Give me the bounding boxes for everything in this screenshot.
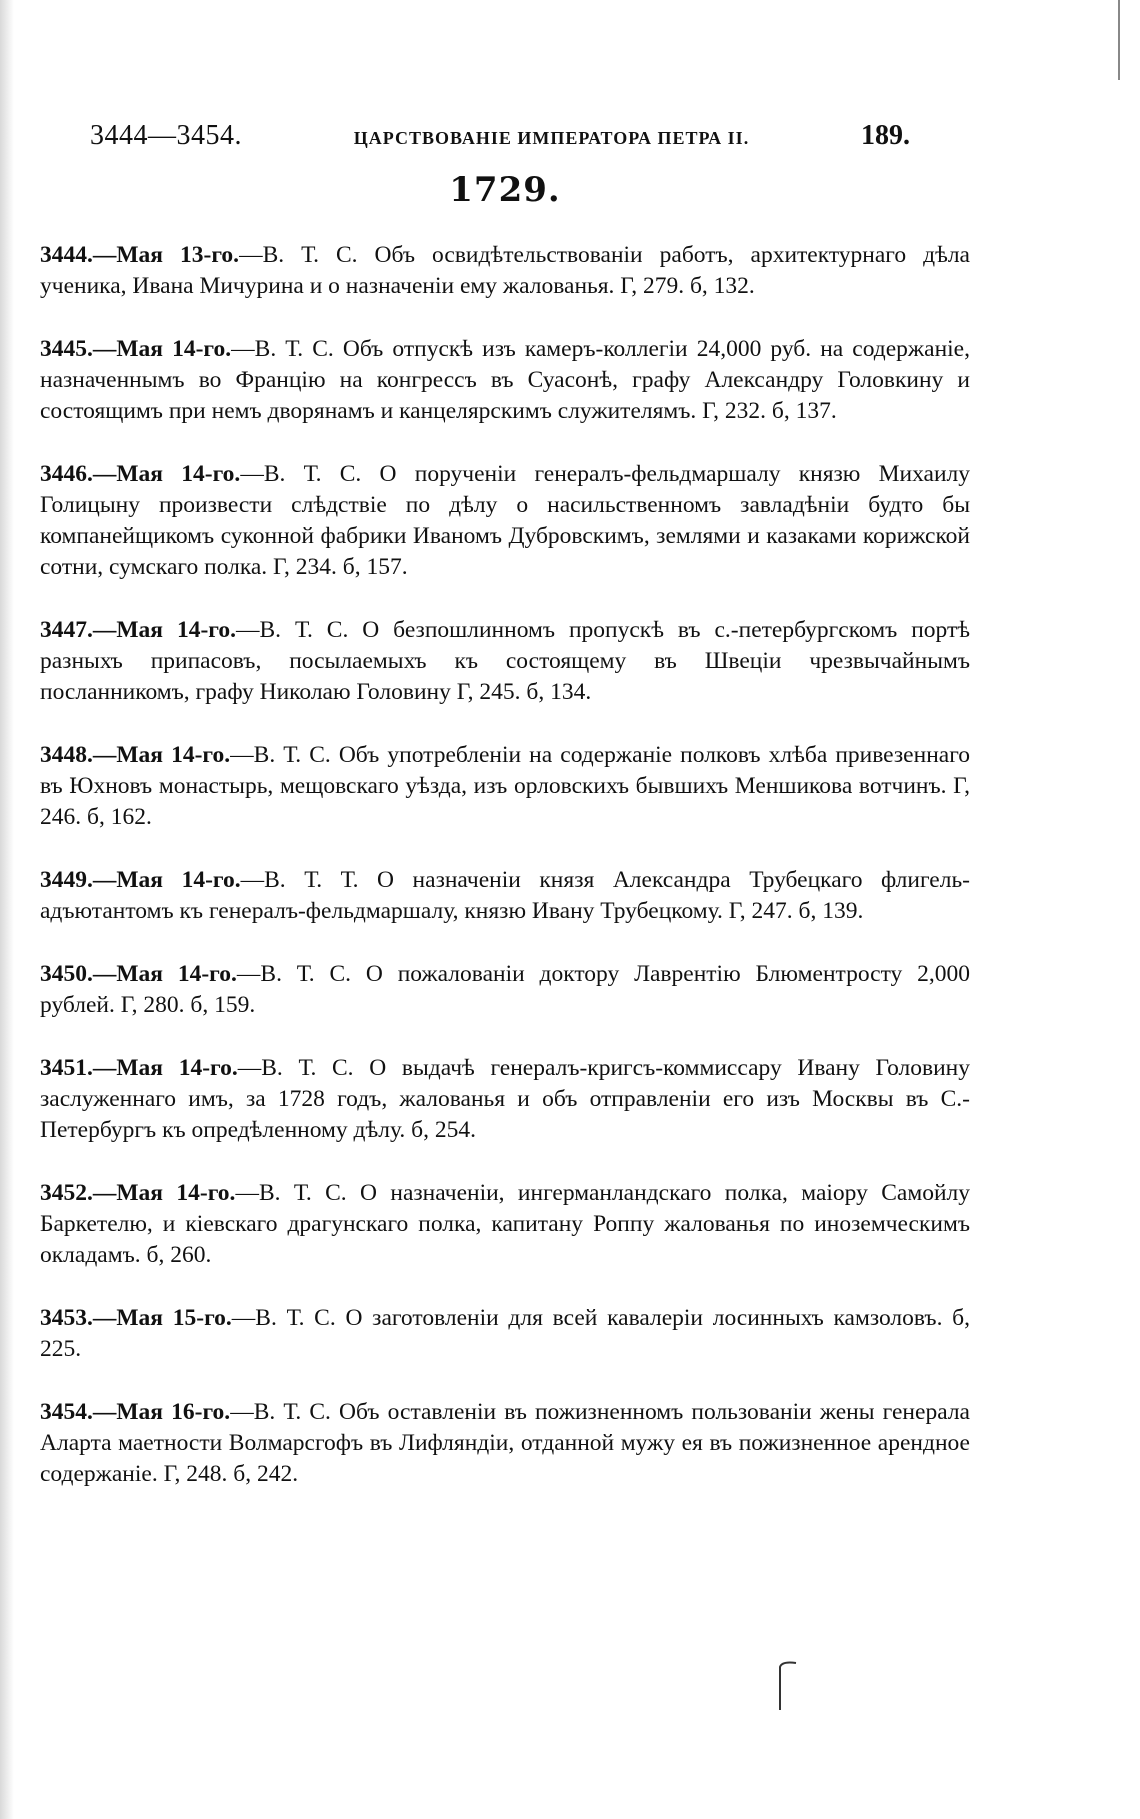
entry-number: 3447. xyxy=(40,617,93,643)
entry xyxy=(40,459,970,583)
entry xyxy=(40,1053,970,1146)
entry-date: —Мая 14-го. xyxy=(92,1180,236,1206)
entry xyxy=(40,740,970,833)
running-head xyxy=(40,120,970,152)
entry-number: 3450. xyxy=(40,961,93,987)
entry-number: 3446. xyxy=(40,461,93,487)
entry-text: —В. Т. С. Объ отпускѣ изъ камеръ-коллегіи 24,000 руб. на содержаніе, назначеннымъ во Францію на конгрессъ въ Суасонѣ, графу Александру Головкину и состоящимъ при немъ дворянамъ и канцелярскимъ служителямъ. Г, 232. б, 137. xyxy=(40,336,970,424)
entry-date: —Мая 14-го. xyxy=(92,742,231,768)
entry-date: —Мая 13-го. xyxy=(92,242,240,268)
scan-edge-line xyxy=(1118,0,1120,80)
entry-date: —Мая 15-го. xyxy=(92,1305,232,1331)
page-number: 189. xyxy=(860,120,910,151)
entry-date: —Мая 14-го. xyxy=(92,461,241,487)
entry-text: —В. Т. Т. О назначеніи князя Александра Трубецкаго флигель-адъютантомъ къ генералъ-фельдмаршалу, князю Ивану Трубецкому. Г, 247. б, 139. xyxy=(40,867,970,924)
entry-text: —В. Т. С. О назначеніи, ингерманландскаго полка, маіору Самойлу Баркетелю, и кіевскаго драгунскаго полка, капитану Роппу жалованья по иноземческимъ окладамъ. б, 260. xyxy=(40,1180,970,1268)
pen-mark xyxy=(770,1655,800,1715)
entry-date: —Мая 14-го. xyxy=(92,961,237,987)
entry-date: —Мая 16-го. xyxy=(92,1399,231,1425)
entry xyxy=(40,865,970,927)
entry-text: —В. Т. С. Объ употребленіи на содержаніе полковъ хлѣба привезеннаго въ Юхновъ монастырь, мещовскаго уѣзда, изъ орловскихъ бывшихъ Меншикова вотчинъ. Г, 246. б, 162. xyxy=(40,742,971,830)
entry-text: —В. Т. С. О заготовленіи для всей кавалеріи лосинныхъ камзоловъ. б, 225. xyxy=(40,1305,971,1362)
entry-text: —В. Т. С. Объ освидѣтельствованіи работъ, архитектурнаго дѣла ученика, Ивана Мичурина и о назначеніи ему жалованья. Г, 279. б, 132. xyxy=(40,242,970,299)
year-heading: 1729. xyxy=(449,170,561,210)
entry xyxy=(40,1397,970,1490)
entry xyxy=(40,240,970,302)
entry-number: 3453. xyxy=(40,1305,93,1331)
running-title: ЦАРСТВОВАНІЕ ИМПЕРАТОРА ПЕТРА II. xyxy=(353,128,750,148)
entry-text: —В. Т. С. О порученіи генералъ-фельдмаршалу князю Михаилу Голицыну произвести слѣдствіе по дѣлу о насильственномъ завладѣніи будто бы компанейщикомъ суконной фабрики Иваномъ Дубровскимъ, землями и казаками корижской сотни, сумскаго полка. Г, 234. б, 157. xyxy=(40,461,970,580)
entry xyxy=(40,959,970,1021)
entry-text: —В. Т. С. О пожалованіи доктору Лаврентію Блюментросту 2,000 рублей. Г, 280. б, 159. xyxy=(40,961,971,1018)
page-content xyxy=(40,120,970,1522)
entry-date: —Мая 14-го. xyxy=(92,1055,238,1081)
entry xyxy=(40,615,970,708)
entry-number: 3452. xyxy=(40,1180,93,1206)
entry-date: —Мая 14-го. xyxy=(92,867,241,893)
entry-text: —В. Т. С. О безпошлинномъ пропускѣ въ с.-петербургскомъ портѣ разныхъ припасовъ, посылаемыхъ къ состоящему въ Швеціи чрезвычайнымъ посланникомъ, графу Николаю Головину Г, 245. б, 134. xyxy=(40,617,970,705)
entry-number: 3444. xyxy=(40,242,93,268)
entry-number: 3454. xyxy=(40,1399,93,1425)
entry-text: —В. Т. С. О выдачѣ генералъ-кригсъ-коммиссару Ивану Головину заслуженнаго имъ, за 1728 годъ, жалованья и объ отправленіи его изъ Москвы въ С.-Петербургъ къ опредѣленному дѣлу. б, 254. xyxy=(40,1055,970,1143)
entry-number: 3445. xyxy=(40,336,93,362)
entry-range: 3444—3454. xyxy=(90,120,242,151)
entry-number: 3451. xyxy=(40,1055,93,1081)
entry-text: —В. Т. С. Объ оставленіи въ пожизненномъ пользованіи жены генерала Аларта маетности Волмарсгофъ въ Лифляндіи, отданной мужу ея въ пожизненное арендное содержаніе. Г, 248. б, 242. xyxy=(40,1399,970,1487)
entry xyxy=(40,1178,970,1271)
entry-list xyxy=(40,240,970,1490)
entry xyxy=(40,1303,970,1365)
entry-number: 3448. xyxy=(40,742,93,768)
entry-number: 3449. xyxy=(40,867,93,893)
entry-date: —Мая 14-го. xyxy=(92,336,232,362)
entry-date: —Мая 14-го. xyxy=(92,617,236,643)
entry xyxy=(40,334,970,427)
scan-edge-shadow xyxy=(0,0,14,1819)
